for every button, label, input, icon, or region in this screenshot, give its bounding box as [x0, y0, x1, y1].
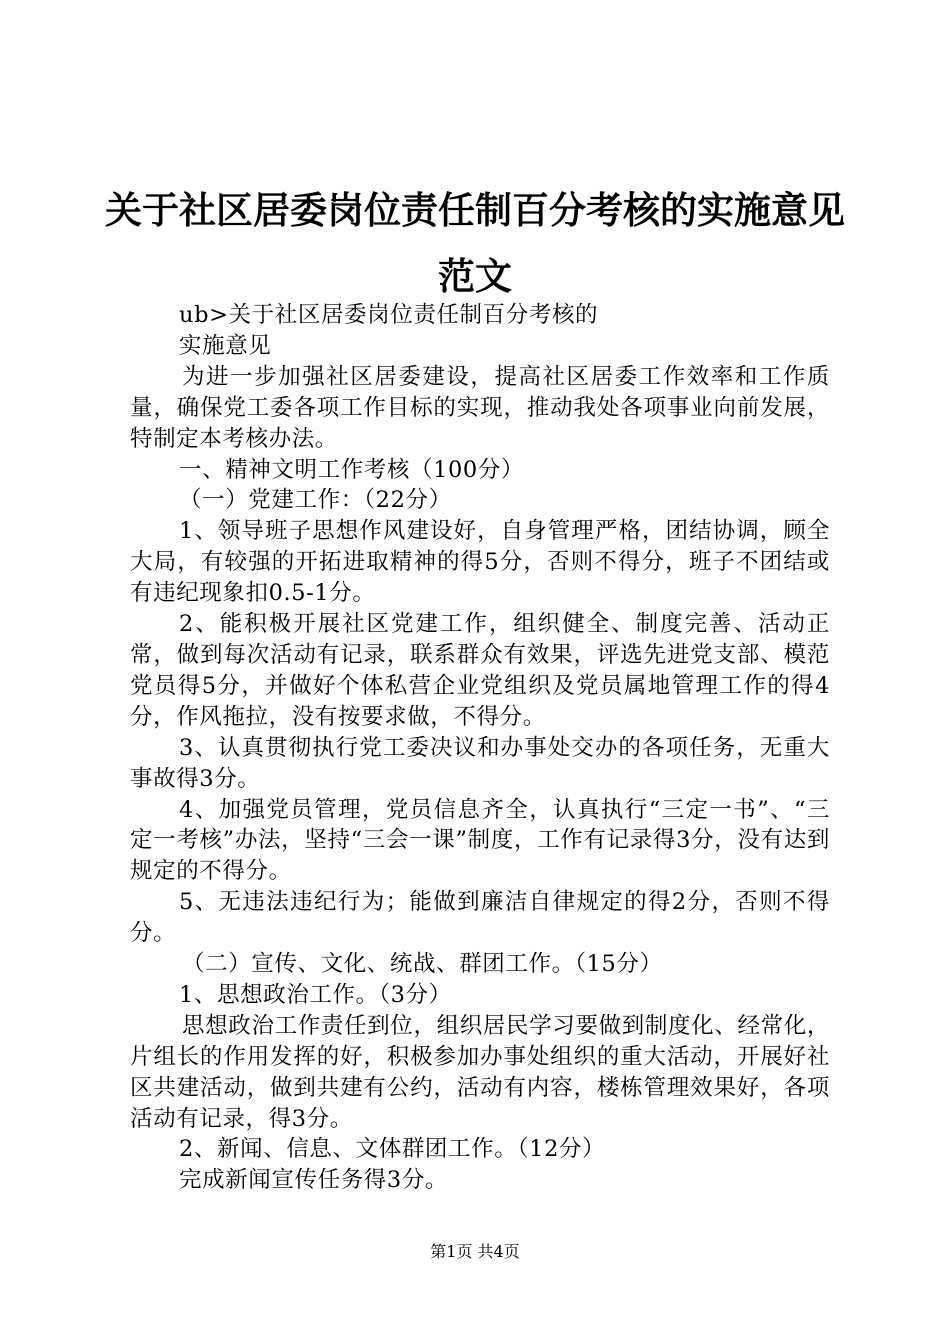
subsection-heading: （二）宣传、文化、统战、群团工作。（15分）	[182, 951, 663, 978]
paragraph: 1、领导班子思想作风建设好，自身管理严格，团结协调，顾全大局，有较强的开拓进取精神的得5分，否则不得分，班子不团结或有违纪现象扣0.5-1分。	[130, 518, 830, 607]
item-heading: 1、思想政治工作。（3分）	[179, 981, 452, 1008]
subsection-heading: （一）党建工作：（22分）	[179, 487, 452, 514]
section-heading: 一、精神文明工作考核（100分）	[179, 456, 525, 483]
document-title-line-1: 关于社区居委岗位责任制百分考核的实施意见	[105, 189, 845, 232]
page-footer: 第1页 共4页	[430, 1242, 520, 1261]
paragraph: 思想政治工作责任到位，组织居民学习要做到制度化、经常化，片组长的作用发挥的好，积极参加办事处组织的重大活动，开展好社区共建活动，做到共建有公约，活动有内容，楼栋管理效果好，各项活动有记录，得3分。	[130, 1012, 830, 1132]
paragraph: 2、能积极开展社区党建工作，组织健全、制度完善、活动正常，做到每次活动有记录，联系群众有效果，评选先进党支部、模范党员得5分，并做好个体私营企业党组织及党员属地管理工作的得4分，作风拖拉，没有按要求做，不得分。	[130, 611, 830, 730]
paragraph: 3、认真贯彻执行党工委决议和办事处交办的各项任务，无重大事故得3分。	[130, 734, 830, 792]
paragraph: 5、无违法违纪行为；能做到廉洁自律规定的得2分，否则不得分。	[130, 889, 830, 947]
document-body	[130, 300, 830, 1196]
paragraph: 实施意见	[179, 332, 272, 359]
paragraph: 4、加强党员管理，党员信息齐全，认真执行“三定一书”、“三定一考核”办法，坚持“三会一课”制度，工作有记录得3分，没有达到规定的不得分。	[130, 796, 830, 885]
document-title-line-2: 范文	[438, 255, 512, 298]
paragraph: 为进一步加强社区居委建设，提高社区居委工作效率和工作质量，确保党工委各项工作目标的实现，推动我处各项事业向前发展，特制定本考核办法。	[130, 363, 830, 452]
paragraph: 完成新闻宣传任务得3分。	[179, 1167, 449, 1194]
paragraph: ub>关于社区居委岗位责任制百分考核的	[179, 302, 599, 328]
item-heading: 2、新闻、信息、文体群团工作。（12分）	[179, 1136, 606, 1163]
